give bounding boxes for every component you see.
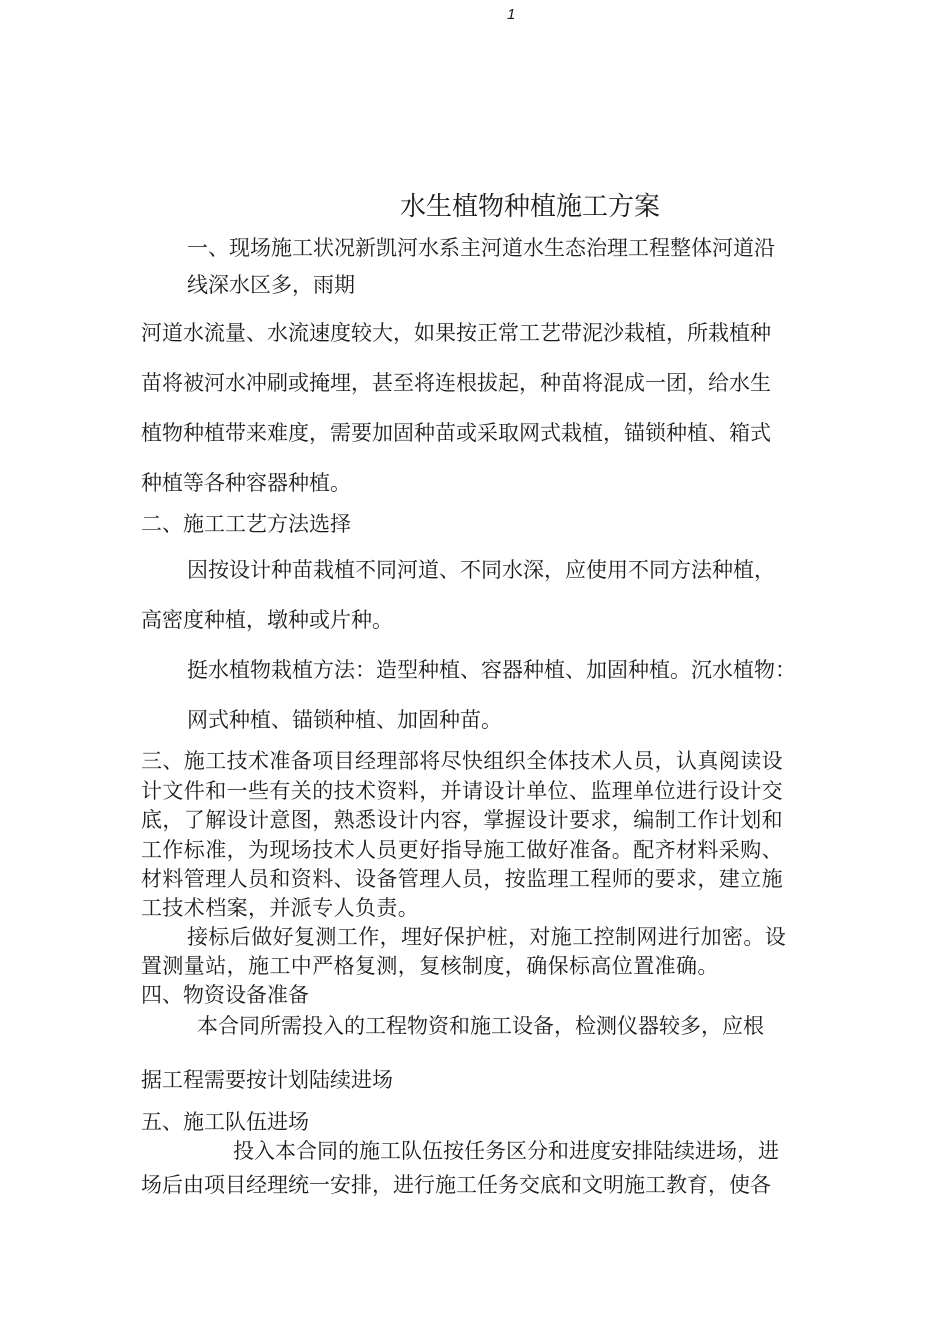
paragraph-line: 苗将被河水冲刷或掩埋，甚至将连根拔起，种苗将混成一团，给水生: [141, 371, 771, 395]
paragraph-line: 计文件和一些有关的技术资料，并请设计单位、监理单位进行设计交: [141, 779, 783, 803]
paragraph-line: 线深水区多，雨期: [187, 273, 355, 297]
paragraph-line: 工作标准，为现场技术人员更好指导施工做好准备。配齐材料采购、: [141, 838, 783, 862]
paragraph-line: 工技术档案，并派专人负责。: [141, 896, 420, 920]
paragraph-line: 置测量站，施工中严格复测，复核制度，确保标高位置准确。: [141, 954, 719, 978]
section-4-heading: 四、物资设备准备: [141, 983, 309, 1007]
paragraph-line: 场后由项目经理统一安排，进行施工任务交底和文明施工教育，使各: [141, 1173, 771, 1197]
page-number: 1: [507, 6, 516, 23]
section-5-heading: 五、施工队伍进场: [141, 1110, 309, 1134]
section-2-heading: 二、施工工艺方法选择: [141, 512, 351, 536]
paragraph-line: 植物种植带来难度，需要加固种苗或采取网式栽植，锚锁种植、箱式: [141, 421, 771, 445]
paragraph-line: 据工程需要按计划陆续进场: [141, 1068, 393, 1092]
paragraph-line: 种植等各种容器种植。: [141, 471, 351, 495]
paragraph-line: 高密度种植，墩种或片种。: [141, 608, 393, 632]
paragraph-line: 接标后做好复测工作，埋好保护桩，对施工控制网进行加密。设: [187, 925, 787, 949]
paragraph-line: 网式种植、锚锁种植、加固种苗。: [187, 708, 502, 732]
paragraph-line: 因按设计种苗栽植不同河道、不同水深，应使用不同方法种植，: [187, 558, 775, 582]
paragraph-line: 材料管理人员和资料、设备管理人员，按监理工程师的要求，建立施: [141, 867, 783, 891]
paragraph-line: 底，了解设计意图，熟悉设计内容，掌握设计要求，编制工作计划和: [141, 808, 783, 832]
paragraph-line: 投入本合同的施工队伍按任务区分和进度安排陆续进场，进: [233, 1139, 779, 1163]
document-title: 水生植物种植施工方案: [400, 192, 661, 222]
section-1-heading: 一、现场施工状况新凯河水系主河道水生态治理工程整体河道沿: [187, 236, 775, 260]
paragraph-line: 本合同所需投入的工程物资和施工设备，检测仪器较多，应根: [197, 1014, 764, 1038]
paragraph-line: 挺水植物栽植方法：造型种植、容器种植、加固种植。沉水植物：: [187, 658, 796, 682]
paragraph-line: 河道水流量、水流速度较大，如果按正常工艺带泥沙栽植，所栽植种: [141, 321, 771, 345]
section-3-heading: 三、施工技术准备项目经理部将尽快组织全体技术人员，认真阅读设: [141, 749, 783, 773]
